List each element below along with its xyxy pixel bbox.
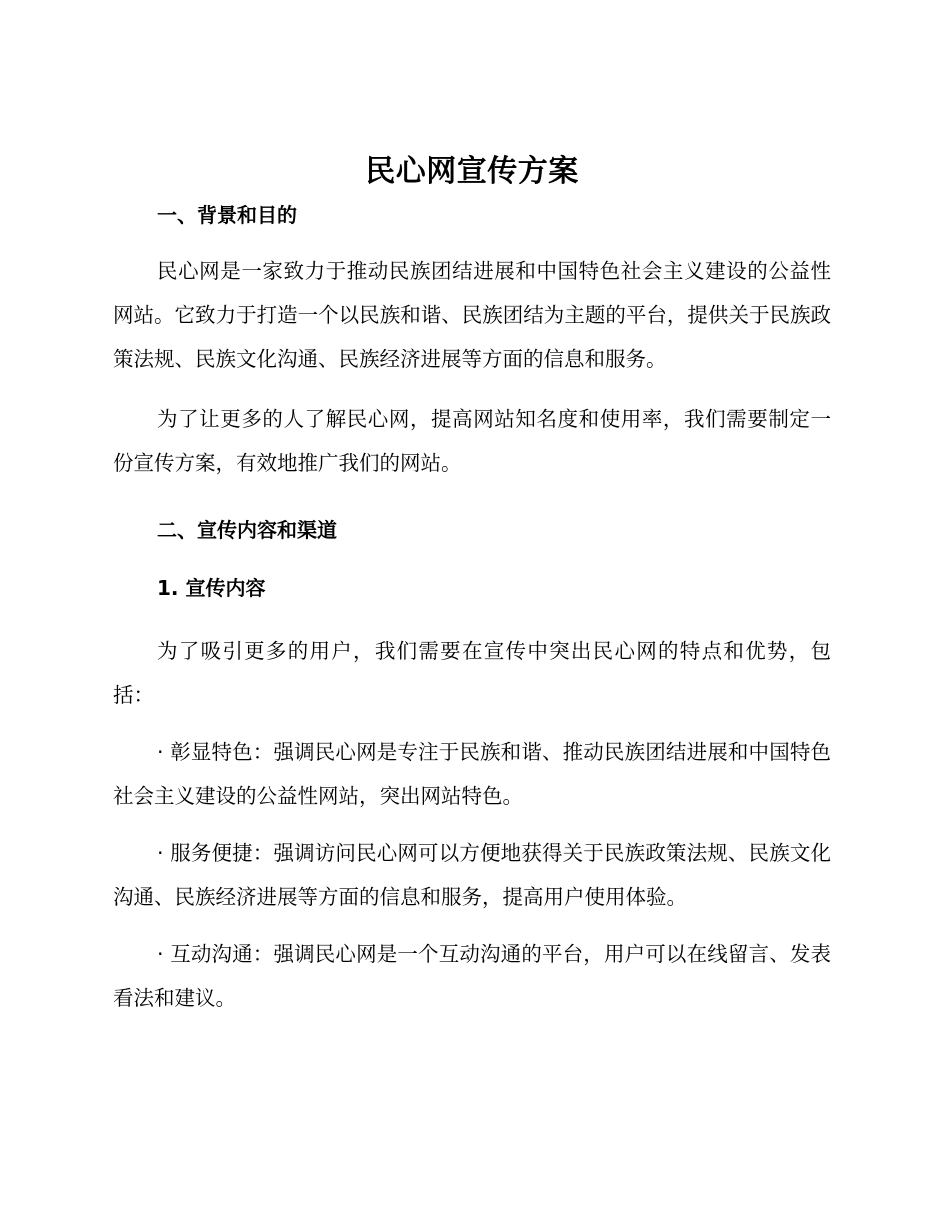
document-page — [113, 150, 831, 1020]
bullet-item-feature: · 彰显特色：强调民心网是专注于民族和谐、推动民族团结进展和中国特色社会主义建设的公益性网站，突出网站特色。 — [113, 740, 831, 808]
paragraph-purpose: 为了让更多的人了解民心网，提高网站知名度和使用率，我们需要制定一份宣传方案，有效地推广我们的网站。 — [113, 407, 831, 475]
section-heading-background: 一、背景和目的 — [157, 203, 297, 227]
paragraph-background: 民心网是一家致力于推动民族团结进展和中国特色社会主义建设的公益性网站。它致力于打造一个以民族和谐、民族团结为主题的平台，提供关于民族政策法规、民族文化沟通、民族经济进展等方面的信息和服务。 — [113, 259, 831, 371]
bullet-item-service: · 服务便捷：强调访问民心网可以方便地获得关于民族政策法规、民族文化沟通、民族经济进展等方面的信息和服务，提高用户使用体验。 — [113, 841, 831, 909]
subsection-heading-content: 1. 宣传内容 — [157, 576, 266, 600]
section-heading-content-channels: 二、宣传内容和渠道 — [157, 518, 337, 542]
bullet-item-interaction: · 互动沟通：强调民心网是一个互动沟通的平台，用户可以在线留言、发表看法和建议。 — [113, 942, 831, 1010]
paragraph-content-intro: 为了吸引更多的用户，我们需要在宣传中突出民心网的特点和优势，包括： — [113, 639, 831, 707]
document-title: 民心网宣传方案 — [365, 154, 579, 189]
